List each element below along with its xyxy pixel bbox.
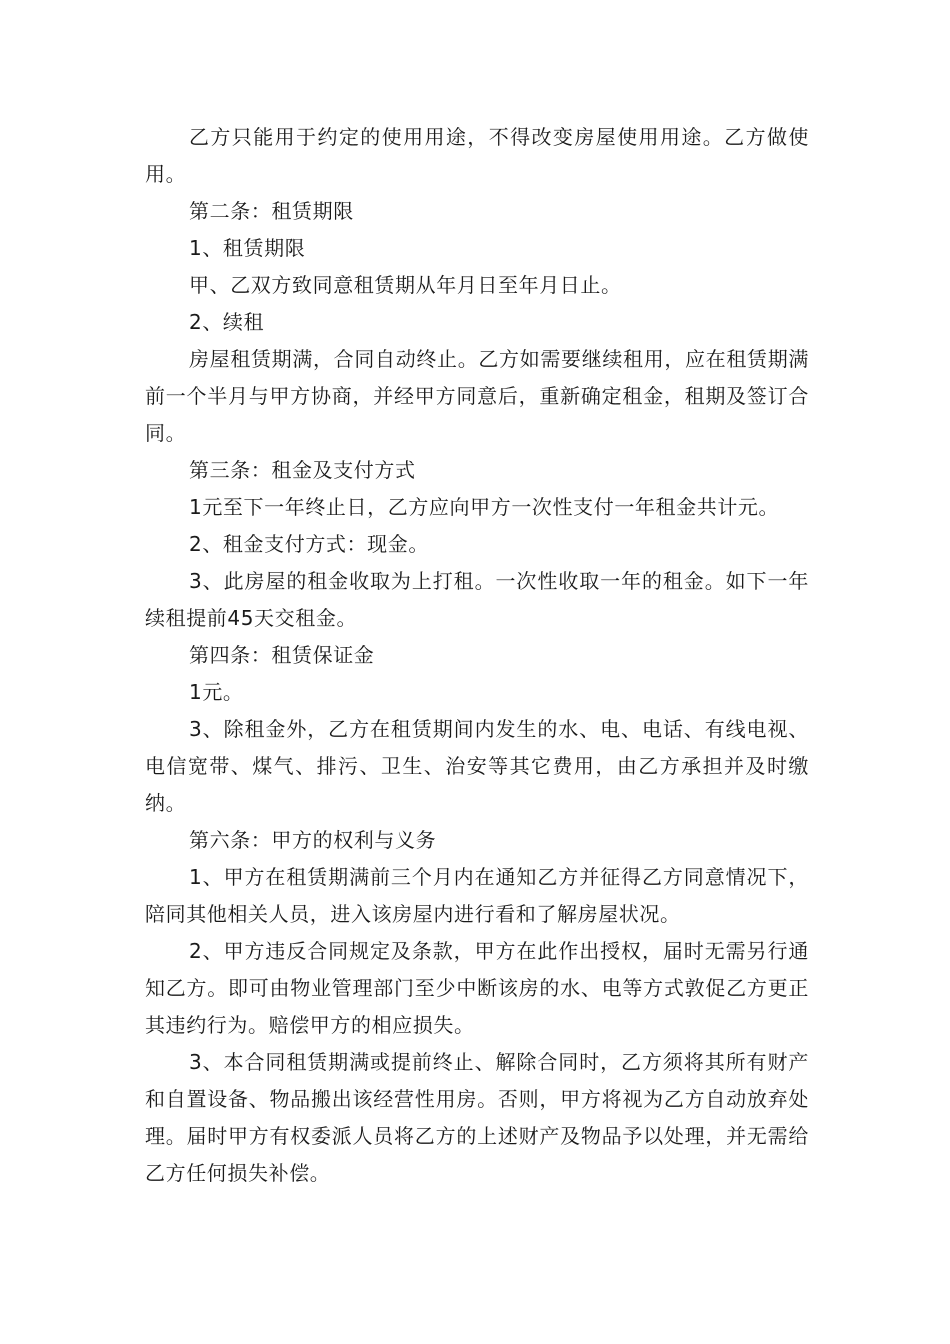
heading-article-3-rent-payment: 第三条：租金及支付方式 <box>189 458 416 482</box>
paragraph-rent-collection: 3、此房屋的租金收取为上打租。一次性收取一年的租金。如下一年续租提前45天交租金。 <box>145 569 809 630</box>
paragraph-rent-amount: 1元至下一年终止日，乙方应向甲方一次性支付一年租金共计元。 <box>189 495 780 519</box>
paragraph-landlord-breach: 2、甲方违反合同规定及条款，甲方在此作出授权，届时无需另行通知乙方。即可由物业管理部门至少中断该房的水、电等方式敦促乙方更正其违约行为。赔偿甲方的相应损失。 <box>145 939 809 1037</box>
paragraph-other-fees: 3、除租金外，乙方在租赁期间内发生的水、电、电话、有线电视、电信宽带、煤气、排污、卫生、治安等其它费用，由乙方承担并及时缴纳。 <box>145 717 809 815</box>
paragraph-usage-restriction: 乙方只能用于约定的使用用途，不得改变房屋使用用途。乙方做使用。 <box>145 125 809 186</box>
paragraph-property-removal: 3、本合同租赁期满或提前终止、解除合同时，乙方须将其所有财产和自置设备、物品搬出该经营性用房。否则，甲方将视为乙方自动放弃处理。届时甲方有权委派人员将乙方的上述财产及物品予以处理，并无需给乙方任何损失补偿。 <box>145 1050 809 1185</box>
paragraph-renewal-terms: 房屋租赁期满，合同自动终止。乙方如需要继续租用，应在租赁期满前一个半月与甲方协商，并经甲方同意后，重新确定租金，租期及签订合同。 <box>145 347 809 445</box>
subheading-lease-term: 1、租赁期限 <box>189 236 306 260</box>
heading-article-4-deposit: 第四条：租赁保证金 <box>189 643 375 667</box>
document-body <box>145 119 809 1192</box>
paragraph-payment-method: 2、租金支付方式：现金。 <box>189 532 429 556</box>
paragraph-landlord-inspection: 1、甲方在租赁期满前三个月内在通知乙方并征得乙方同意情况下，陪同其他相关人员，进入该房屋内进行看和了解房屋状况。 <box>145 865 809 926</box>
paragraph-deposit-amount: 1元。 <box>189 680 244 704</box>
heading-article-6-landlord-rights: 第六条：甲方的权利与义务 <box>189 828 437 852</box>
heading-article-2-lease-term: 第二条：租赁期限 <box>189 199 354 223</box>
subheading-renewal: 2、续租 <box>189 310 265 334</box>
paragraph-lease-period: 甲、乙双方致同意租赁期从年月日至年月日止。 <box>189 273 622 297</box>
